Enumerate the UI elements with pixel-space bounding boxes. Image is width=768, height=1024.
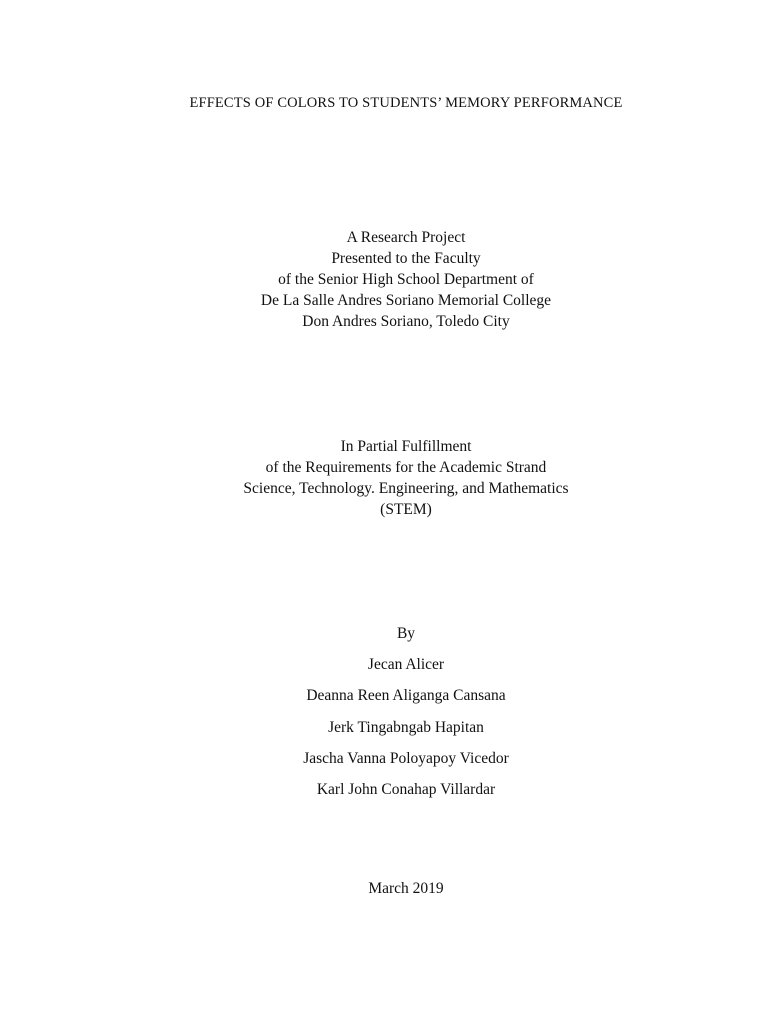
by-label: By	[396, 625, 416, 642]
author-name: Jascha Vanna Poloyapoy Vicedor	[303, 749, 509, 767]
title-block	[22, 92, 768, 114]
fulfillment-line: of the Requirements for the Academic Strand	[265, 459, 547, 476]
document-title: EFFECTS OF COLORS TO STUDENTS’ MEMORY PERFORMANCE	[189, 95, 623, 111]
author-name: Jecan Alicer	[367, 656, 445, 674]
submission-line: of the Senior High School Department of	[278, 271, 534, 288]
submission-line: A Research Project	[346, 229, 466, 246]
fulfillment-line: In Partial Fulfillment	[340, 438, 472, 455]
authors-block	[22, 623, 768, 810]
submission-line: De La Salle Andres Soriano Memorial College	[260, 292, 552, 309]
submission-line: Presented to the Faculty	[331, 250, 481, 267]
fulfillment-line: (STEM)	[380, 501, 432, 518]
date-block	[22, 878, 768, 899]
submission-statement	[22, 227, 768, 332]
submission-date: March 2019	[368, 880, 444, 897]
author-name: Karl John Conahap Villardar	[316, 780, 496, 798]
fulfillment-line: Science, Technology. Engineering, and Mathematics	[243, 480, 569, 497]
author-name: Deanna Reen Aliganga Cansana	[306, 687, 506, 705]
author-name: Jerk Tingabngab Hapitan	[328, 718, 484, 736]
fulfillment-statement	[22, 436, 768, 520]
submission-line: Don Andres Soriano, Toledo City	[302, 313, 510, 330]
